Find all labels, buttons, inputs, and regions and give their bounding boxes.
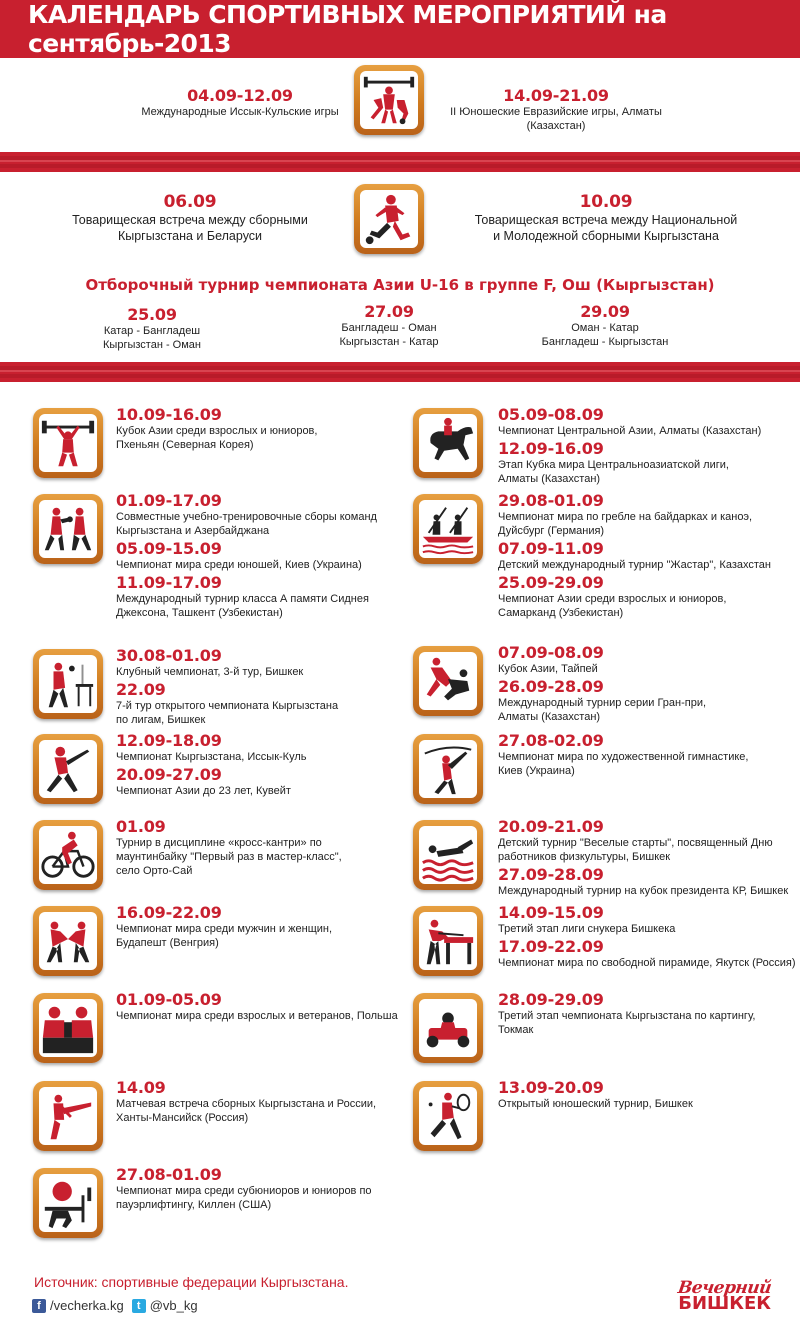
event-desc: Чемпионат Азии среди взрослых и юниоров,	[498, 593, 727, 605]
football-event-left	[60, 193, 320, 244]
event-desc-2: Кыргызстана и Беларуси	[117, 229, 263, 243]
event-desc: Самарканд (Узбекистан)	[498, 607, 624, 619]
event-date: 27.08-02.09	[498, 731, 604, 750]
event-item	[116, 765, 416, 798]
event-item	[116, 680, 416, 727]
event-desc: Кубок Азии среди взрослых и юниоров,	[116, 425, 318, 437]
event-item	[498, 643, 798, 676]
sport-events	[116, 731, 416, 799]
event-desc: Дуйсбург (Германия)	[498, 525, 605, 537]
event-item	[116, 491, 416, 538]
event-desc: Киев (Украина)	[498, 765, 575, 777]
event-desc: Международный турнир на кубок президента КР, Бишкек	[498, 885, 789, 897]
armwrestling-icon	[33, 993, 103, 1063]
powerlifting-icon	[33, 1168, 103, 1238]
event-item	[498, 573, 798, 620]
event-date: 20.09-27.09	[116, 765, 222, 784]
event-item	[498, 1078, 798, 1111]
match-line: Бангладеш - Оман	[341, 322, 437, 334]
event-date: 14.09-15.09	[498, 903, 604, 922]
match-line: Кыргызстан - Катар	[339, 336, 439, 348]
event-date: 13.09-20.09	[498, 1078, 604, 1097]
event-date: 07.09-11.09	[498, 539, 604, 558]
sport-events	[498, 491, 798, 621]
event-desc: Турнир в дисциплине «кросс-кантри» по	[116, 837, 322, 849]
divider-band	[0, 362, 800, 382]
event-date: 06.09	[163, 192, 217, 212]
weightlifting-icon	[33, 408, 103, 478]
event-date: 28.09-29.09	[498, 990, 604, 1009]
event-date: 27.09-28.09	[498, 865, 604, 884]
event-desc: Совместные учебно-тренировочные сборы команд	[116, 511, 377, 523]
event-desc: Матчевая встреча сборных Кыргызстана и России,	[116, 1098, 377, 1110]
event-desc-2: и Молодежной сборными Кыргызстана	[493, 229, 719, 243]
event-desc: Кубок Азии, Тайпей	[498, 663, 598, 675]
logo-line-1: Вечерний	[676, 1278, 773, 1298]
event-desc: Клубный чемпионат, 3-й тур, Бишкек	[116, 666, 304, 678]
event-left-top	[130, 86, 350, 119]
event-date: 01.09-05.09	[116, 990, 222, 1009]
match-date: 25.09	[127, 305, 177, 324]
event-desc: II Юношеские Евразийские игры, Алматы (Казахстан)	[450, 106, 662, 132]
match-date: 29.09	[580, 302, 630, 321]
event-date: 04.09-12.09	[187, 86, 293, 105]
event-date: 16.09-22.09	[116, 903, 222, 922]
sport-events	[498, 405, 798, 487]
facebook-link[interactable]: /vecherka.kg	[50, 1298, 124, 1313]
sport-events	[498, 990, 798, 1038]
sport-events	[116, 646, 416, 728]
event-item	[498, 817, 798, 864]
event-date: 17.09-22.09	[498, 937, 604, 956]
event-desc: Чемпионат мира по гребле на байдарках и каноэ,	[498, 511, 753, 523]
event-date: 07.09-08.09	[498, 643, 604, 662]
event-desc: Ханты-Мансийск (Россия)	[116, 1112, 249, 1124]
event-desc: Чемпионат мира по художественной гимнастике,	[498, 751, 749, 763]
event-item	[498, 491, 798, 538]
tennis-icon	[413, 1081, 483, 1151]
event-desc-1: Товарищеская встреча между Национальной	[474, 213, 738, 227]
event-date: 05.09-08.09	[498, 405, 604, 424]
twitter-link[interactable]: @vb_kg	[149, 1298, 198, 1313]
football-icon	[354, 184, 424, 254]
page-title: КАЛЕНДАРЬ СПОРТИВНЫХ МЕРОПРИЯТИЙ на сентябрь-2013	[0, 0, 800, 58]
event-desc: Этап Кубка мира Центральноазиатской лиги,	[498, 459, 729, 471]
event-desc: Чемпионат мира среди мужчин и женщин,	[116, 923, 333, 935]
sport-events	[116, 491, 416, 621]
sport-events	[116, 903, 416, 951]
event-right-top	[436, 86, 676, 133]
match-date: 27.09	[364, 302, 414, 321]
event-desc: Чемпионат мира по свободной пирамиде, Якутск (Россия)	[498, 957, 796, 969]
event-desc: маунтинбайку "Первый раз в мастер-класс",	[116, 851, 342, 863]
sport-events	[498, 731, 798, 779]
event-date: 05.09-15.09	[116, 539, 222, 558]
event-desc: Чемпионат Азии до 23 лет, Кувейт	[116, 785, 291, 797]
event-desc: пауэрлифтингу, Киллен (США)	[116, 1199, 272, 1211]
event-date: 20.09-21.09	[498, 817, 604, 836]
event-date: 29.08-01.09	[498, 491, 604, 510]
event-date: 30.08-01.09	[116, 646, 222, 665]
gymnastics-icon	[413, 734, 483, 804]
event-item	[498, 865, 798, 898]
event-item	[498, 439, 798, 486]
event-item	[498, 903, 798, 936]
event-item	[116, 573, 416, 620]
equestrian-icon	[413, 408, 483, 478]
event-desc: Алматы (Казахстан)	[498, 473, 601, 485]
football-event-right	[466, 193, 746, 244]
event-date: 10.09-16.09	[116, 405, 222, 424]
event-desc: Международные Иссык-Кульские игры	[141, 106, 339, 118]
karting-icon	[413, 993, 483, 1063]
event-desc: Алматы (Казахстан)	[498, 711, 601, 723]
sport-events	[116, 1078, 416, 1126]
sport-events	[498, 1078, 798, 1112]
event-item	[498, 405, 798, 438]
multisport-icon	[354, 65, 424, 135]
event-desc: Будапешт (Венгрия)	[116, 937, 219, 949]
wrestling-icon	[33, 906, 103, 976]
boxing-icon	[33, 494, 103, 564]
event-date: 01.09	[116, 817, 166, 836]
swimming-icon	[413, 820, 483, 890]
match-line: Оман - Катар	[571, 322, 639, 334]
event-date: 27.08-01.09	[116, 1165, 222, 1184]
event-desc: Международный турнир класса А памяти Сиднея	[116, 593, 369, 605]
snooker-icon	[413, 906, 483, 976]
event-desc: Пхеньян (Северная Корея)	[116, 439, 254, 451]
event-item	[498, 539, 798, 572]
event-date: 22.09	[116, 680, 166, 699]
event-date: 14.09-21.09	[503, 86, 609, 105]
event-desc: Детский турнир "Веселые старты", посвященный Дню	[498, 837, 773, 849]
event-desc: село Орто-Сай	[116, 865, 193, 877]
event-desc: Чемпионат Кыргызстана, Иссык-Куль	[116, 751, 307, 763]
event-item	[498, 677, 798, 724]
source-note: Источник: спортивные федерации Кыргызстана.	[34, 1274, 349, 1290]
sport-events	[498, 903, 798, 971]
event-item	[498, 937, 798, 970]
sport-events	[498, 643, 798, 725]
sport-events	[116, 1165, 416, 1213]
event-desc: Кыргызстана и Азербайджана	[116, 525, 270, 537]
event-item	[116, 731, 416, 764]
event-date: 12.09-18.09	[116, 731, 222, 750]
event-desc: Третий этап лиги снукера Бишкека	[498, 923, 676, 935]
event-date: 01.09-17.09	[116, 491, 222, 510]
event-item	[498, 731, 798, 778]
cycling-icon	[33, 820, 103, 890]
event-desc: Чемпионат Центральной Азии, Алматы (Казахстан)	[498, 425, 762, 437]
facebook-icon: f	[32, 1299, 46, 1313]
event-desc: Открытый юношеский турнир, Бишкек	[498, 1098, 693, 1110]
event-date: 26.09-28.09	[498, 677, 604, 696]
event-desc-1: Товарищеская встреча между сборными	[72, 213, 308, 227]
event-item	[116, 646, 416, 679]
sport-events	[116, 817, 416, 879]
event-item	[116, 405, 416, 452]
event-item	[116, 817, 416, 878]
event-item	[116, 1165, 416, 1212]
table-tennis-icon	[33, 649, 103, 719]
event-date: 12.09-16.09	[498, 439, 604, 458]
event-desc: 7-й тур открытого чемпионата Кыргызстана	[116, 700, 339, 712]
sport-events	[116, 990, 416, 1024]
event-desc: работников физкультуры, Бишкек	[498, 851, 671, 863]
event-desc: Детский международный турнир "Жастар", Казахстан	[498, 559, 771, 571]
event-item	[498, 990, 798, 1037]
twitter-icon: t	[132, 1299, 146, 1313]
event-item	[116, 1078, 416, 1125]
event-desc: Чемпионат мира среди юношей, Киев (Украина)	[116, 559, 362, 571]
event-date: 11.09-17.09	[116, 573, 222, 592]
match-day	[294, 302, 484, 349]
divider-band	[0, 152, 800, 172]
match-line: Катар - Бангладеш	[103, 325, 201, 337]
event-item	[116, 539, 416, 572]
event-desc: по лигам, Бишкек	[116, 714, 206, 726]
match-line: Кыргызстан - Оман	[103, 339, 201, 351]
event-desc: Международный турнир серии Гран-при,	[498, 697, 707, 709]
event-item	[116, 903, 416, 950]
event-desc: Чемпионат мира среди субюниоров и юниоров по	[116, 1185, 372, 1197]
u16-tournament-title: Отборочный турнир чемпионата Азии U-16 в группе F, Ош (Кыргызстан)	[85, 276, 715, 294]
event-desc: Третий этап чемпионата Кыргызстана по картингу,	[498, 1010, 756, 1022]
match-day	[57, 305, 247, 352]
event-desc: Токмак	[498, 1024, 534, 1036]
event-date: 10.09	[579, 192, 633, 212]
canoe-icon	[413, 494, 483, 564]
event-date: 14.09	[116, 1078, 166, 1097]
sport-events	[498, 817, 798, 899]
event-desc: Джексона, Ташкент (Узбекистан)	[116, 607, 283, 619]
event-date: 25.09-29.09	[498, 573, 604, 592]
taekwondo-icon	[33, 1081, 103, 1151]
logo-line-2: БИШКЕК	[678, 1293, 771, 1314]
judo-icon	[413, 646, 483, 716]
sport-events	[116, 405, 416, 453]
match-day	[510, 302, 700, 349]
match-line: Бангладеш - Кыргызстан	[541, 336, 669, 348]
event-desc: Чемпионат мира среди взрослых и ветеранов, Польша	[116, 1010, 398, 1022]
fencing-icon	[33, 734, 103, 804]
newspaper-logo	[641, 1278, 773, 1315]
social-links	[32, 1298, 198, 1313]
event-item	[116, 990, 416, 1023]
